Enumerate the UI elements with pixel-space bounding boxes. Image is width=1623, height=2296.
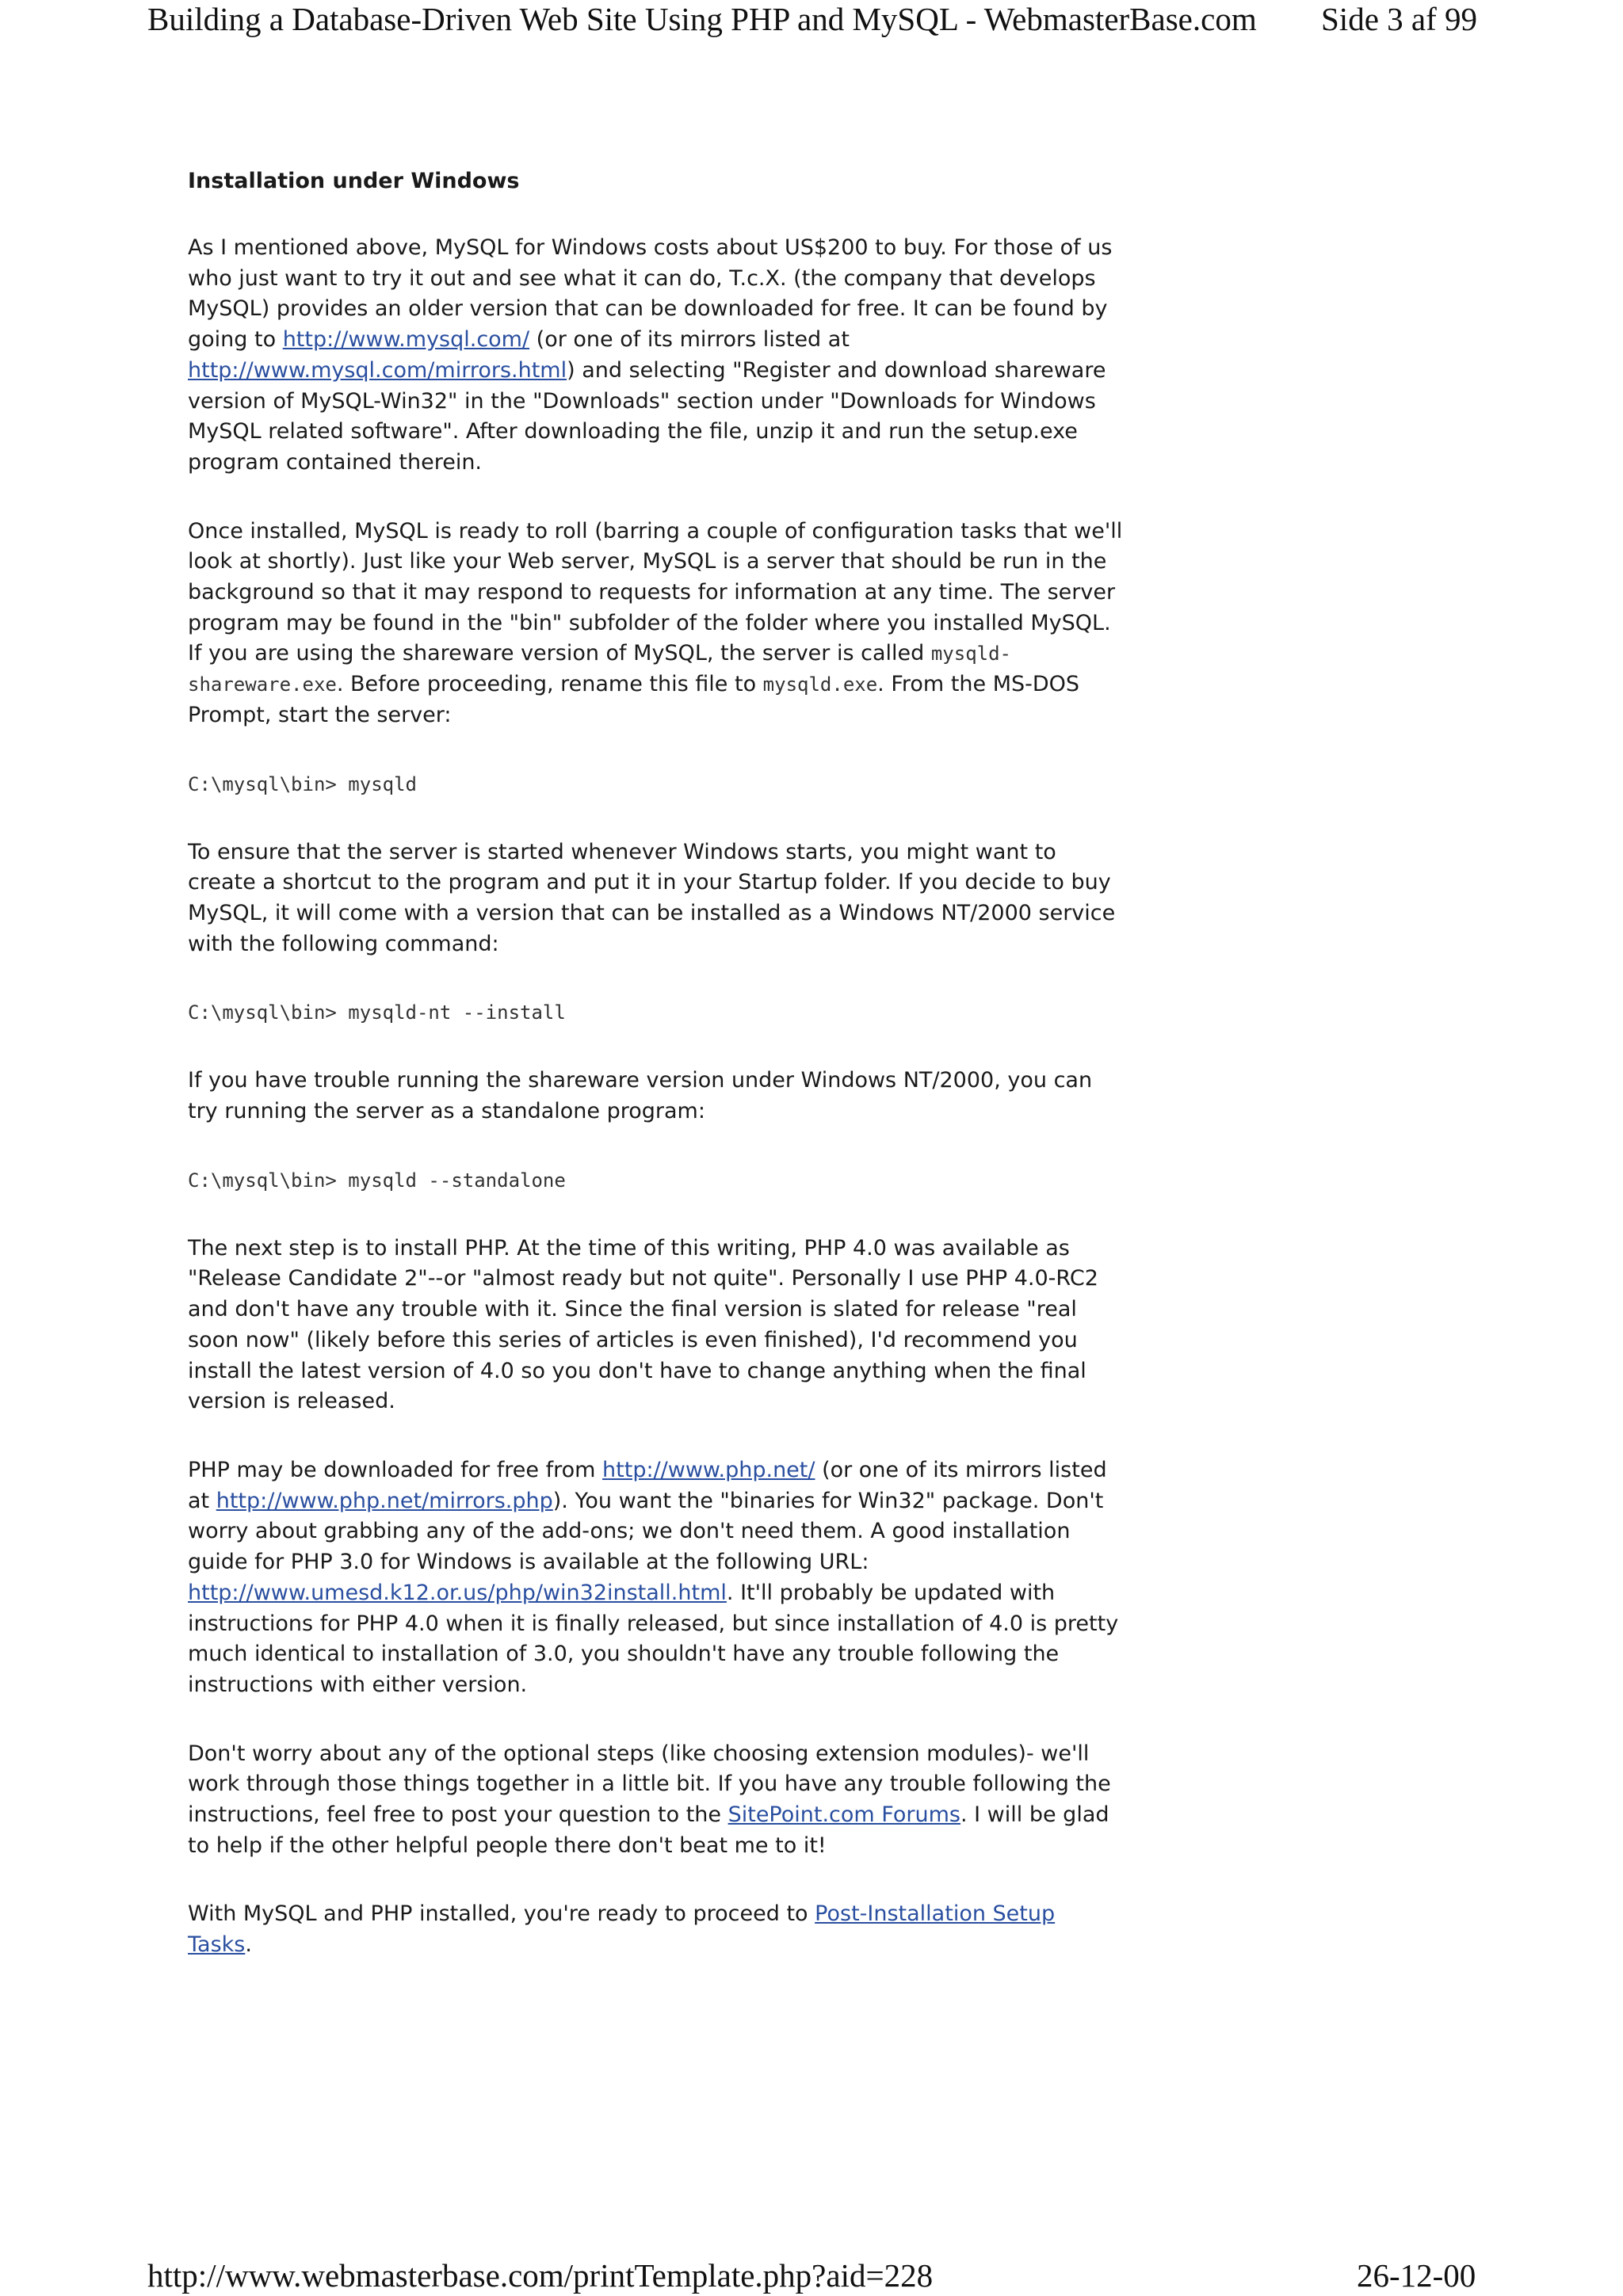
command-install-service: C:\mysql\bin> mysqld-nt --install (188, 1001, 566, 1024)
text-span: . It'll probably be updated with instructions for PHP 4.0 when it is finally released, but since installation of 4.0 is pretty much identical to installation of 3.0, you shouldn't have any trouble following the instructions with either version. (188, 1580, 1119, 1697)
text-span: ). You want the "binaries for Win32" package. Don't worry about grabbing any of the add-ons; we don't need them. A good installation guide for PHP 3.0 for Windows is available at the following URL: (188, 1488, 1104, 1575)
text-span: . I will be glad to help if the other helpful people there don't beat me to it! (188, 1802, 1109, 1858)
text-span: . (245, 1932, 252, 1958)
text-span: (or one of its mirrors listed at (529, 327, 850, 353)
inline-code-shareware-exe: mysqld-shareware.exe (188, 643, 1011, 696)
link-install-guide[interactable]: http://www.umesd.k12.or.us/php/win32install.html (188, 1580, 727, 1605)
paragraph-startup-shortcut: To ensure that the server is started whenever Windows starts, you might want to create a shortcut to the program and put it in your Startup folder. If you decide to buy MySQL, it will come with a version that can be installed as a Windows NT/2000 service with the following command: (188, 839, 1116, 956)
paragraph-mysql-download (188, 233, 1123, 479)
print-header-title: Building a Database-Driven Web Site Using PHP and MySQL - WebmasterBase.com (147, 1, 1257, 37)
print-header-page-number: Side 3 af 99 (1321, 1, 1477, 37)
text-span: Don't worry about any of the optional steps (like choosing extension modules)- we'll work through those things together in a little bit. If you have any trouble following the instructions, feel free to post your question to the (188, 1741, 1111, 1828)
paragraph-install-php: The next step is to install PHP. At the time of this writing, PHP 4.0 was available as "Release Candidate 2"--or "almost ready but not quite". Personally I use PHP 4.0-RC2 and don't have any trouble with it. Since the final version is slated for release "real soon now" (likely before this series of articles is even finished), I'd recommend you install the latest version of 4.0 so you don't have to change anything when the final version is released. (188, 1235, 1098, 1414)
paragraph-standalone: If you have trouble running the shareware version under Windows NT/2000, you can try running the server as a standalone program: (188, 1068, 1093, 1124)
link-sitepoint-forums[interactable]: SitePoint.com Forums (727, 1802, 960, 1828)
text-span: PHP may be downloaded for free from (188, 1457, 603, 1482)
print-footer-date: 26-12-00 (1357, 2257, 1476, 2294)
text-span: With MySQL and PHP installed, you're ready to proceed to (188, 1901, 815, 1927)
text-span: (or one of its mirrors listed at (188, 1457, 1107, 1513)
inline-code-mysqld-exe: mysqld.exe (762, 673, 878, 696)
link-mysql-home[interactable]: http://www.mysql.com/ (282, 327, 530, 353)
text-span: . Before proceeding, rename this file to (336, 672, 763, 697)
article-body (188, 166, 1123, 1999)
text-span: ) and selecting "Register and download shareware version of MySQL-Win32" in the "Downloads" section under "Downloads for Windows MySQL related software". After downloading the file, unzip it and run the setup.exe program contained therein. (188, 357, 1106, 475)
link-mysql-mirrors[interactable]: http://www.mysql.com/mirrors.html (188, 357, 567, 383)
paragraph-php-download (188, 1455, 1123, 1701)
link-post-installation[interactable]: Post-Installation Setup Tasks (188, 1901, 1056, 1958)
text-span: As I mentioned above, MySQL for Windows costs about US$200 to buy. For those of us who just want to try it out and see what it can do, T.c.X. (the company that develops MySQL) provides an older version that can be downloaded for free. It can be found by going to (188, 235, 1113, 353)
paragraph-next-step (188, 1899, 1123, 1960)
command-start-server: C:\mysql\bin> mysqld (188, 772, 417, 795)
paragraph-mysql-server (188, 517, 1123, 731)
print-footer-url: http://www.webmasterbase.com/printTemplate.php?aid=228 (147, 2257, 934, 2294)
link-php-home[interactable]: http://www.php.net/ (602, 1457, 815, 1482)
text-span: . From the MS-DOS Prompt, start the server: (188, 672, 1080, 727)
link-php-mirrors[interactable]: http://www.php.net/mirrors.php (216, 1488, 553, 1513)
text-span: Once installed, MySQL is ready to roll (barring a couple of configuration tasks that we'll look at shortly). Just like your Web server, MySQL is a server that should be run in the background so that it may respond to requests for information at any time. The server program may be found in the "bin" subfolder of the folder where you installed MySQL. If you are using the shareware version of MySQL, the server is called (188, 518, 1123, 666)
section-heading: Installation under Windows (188, 169, 520, 193)
paragraph-optional-steps (188, 1739, 1123, 1862)
command-standalone: C:\mysql\bin> mysqld --standalone (188, 1169, 566, 1192)
